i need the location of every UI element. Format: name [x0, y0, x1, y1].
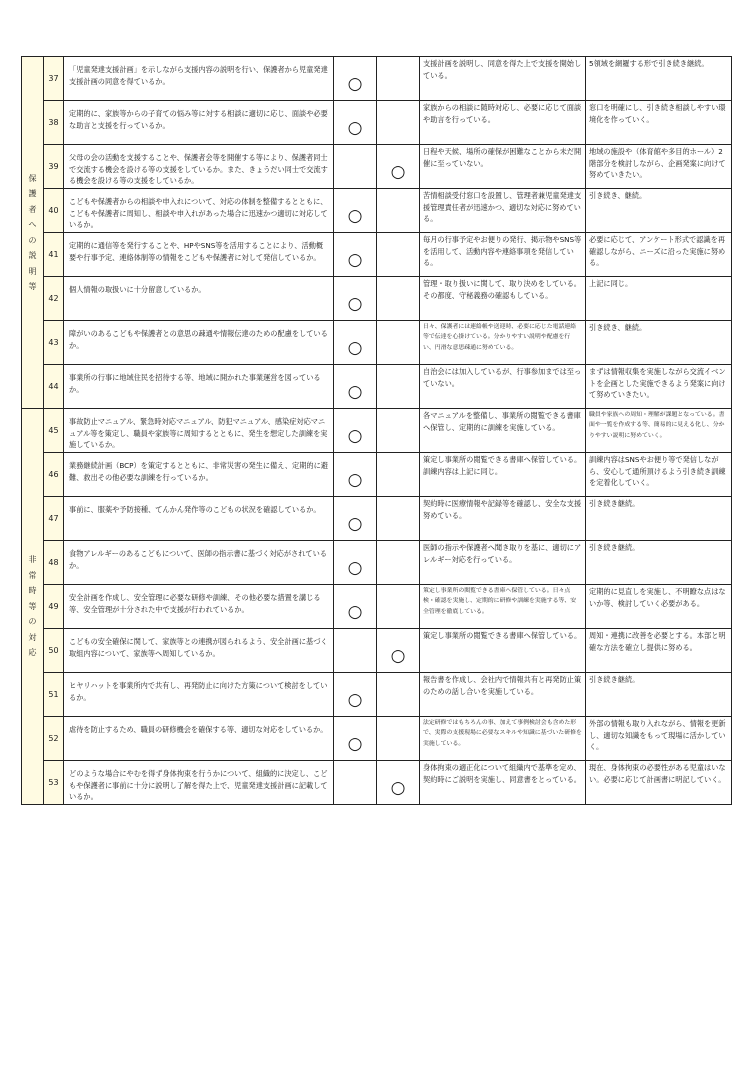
- item-number: 42: [48, 293, 59, 303]
- question-text-cell: [64, 541, 334, 585]
- improvement-text-cell: [586, 673, 732, 717]
- question-text-cell: [64, 233, 334, 277]
- item-number-cell: [44, 717, 64, 761]
- item-number-cell: [44, 541, 64, 585]
- item-number: 46: [48, 469, 59, 479]
- yes-mark: ○: [347, 382, 363, 402]
- item-number-cell: [44, 585, 64, 629]
- yes-mark-cell: [334, 321, 377, 365]
- status-text-cell: [420, 409, 586, 453]
- yes-mark: ○: [347, 514, 363, 534]
- question-text-cell: [64, 57, 334, 101]
- question-text: 業務継続計画（BCP）を策定するとともに、非常災害の発生に備え、定期的に避難、救出その他必要な訓練を行っているか。: [69, 461, 328, 482]
- table-row: [22, 101, 732, 145]
- status-text: 報告書を作成し、会社内で情報共有と再発防止策のための話し合いを実施している。: [423, 675, 582, 696]
- item-number: 44: [48, 381, 59, 391]
- status-text: 毎月の行事予定やお便りの発行、掲示物やSNS等を活用して、活動内容や連絡事項を発信している。: [423, 235, 582, 267]
- item-number: 50: [48, 645, 59, 655]
- item-number-cell: [44, 409, 64, 453]
- improvement-text-cell: [586, 321, 732, 365]
- status-text-cell: [420, 277, 586, 321]
- item-number: 51: [48, 689, 59, 699]
- improvement-text: 地域の施設や（体育館や多目的ホール）2階部分を検討しながら、企画発案に向けて努めていきたい。: [589, 147, 726, 179]
- question-text: 食物アレルギーのあるこどもについて、医師の指示書に基づく対応がされているか。: [69, 549, 327, 570]
- improvement-text: まずは情報収集を実施しながら交流イベントを企画とした実施できるよう発案に向けて努めていきたい。: [589, 367, 726, 399]
- status-text-cell: [420, 541, 586, 585]
- item-number: 40: [48, 205, 59, 215]
- status-text: 管理・取り扱いに関して、取り決めをしている。その都度、守秘義務の確認もしている。: [423, 279, 581, 300]
- question-text: 障がいのあるこどもや保護者との意思の疎通や情報伝達のための配慮をしているか。: [69, 329, 328, 350]
- improvement-text-cell: [586, 101, 732, 145]
- status-text: 日程や天候、場所の確保が困難なことから未だ開催に至っていない。: [423, 147, 582, 168]
- yes-mark: ○: [347, 294, 363, 314]
- status-text-cell: [420, 365, 586, 409]
- no-mark: ○: [390, 646, 406, 666]
- section-category-label: 保護者への説明等: [28, 173, 37, 291]
- item-number: 43: [48, 337, 59, 347]
- table-row: [22, 409, 732, 453]
- yes-mark-cell: [334, 673, 377, 717]
- yes-mark-cell: [334, 541, 377, 585]
- question-text: 事故防止マニュアル、緊急時対応マニュアル、防犯マニュアル、感染症対応マニュアル等を策定し、職員や家族等に周知するとともに、発生を想定した訓練を実施しているか。: [69, 417, 328, 449]
- yes-mark-cell: [334, 761, 377, 805]
- evaluation-table-body: [22, 57, 732, 805]
- yes-mark-cell: [334, 497, 377, 541]
- yes-mark: ○: [347, 734, 363, 754]
- item-number-cell: [44, 277, 64, 321]
- item-number-cell: [44, 497, 64, 541]
- item-number-cell: [44, 453, 64, 497]
- status-text: 策定し事業所の閲覧できる書庫へ保管している。: [423, 631, 582, 640]
- yes-mark-cell: [334, 629, 377, 673]
- improvement-text-cell: [586, 57, 732, 101]
- improvement-text-cell: [586, 585, 732, 629]
- no-mark-cell: [377, 321, 420, 365]
- item-number: 52: [48, 733, 59, 743]
- status-text: 策定し事業所の閲覧できる書庫へ保管している。日々点検・確認を実施し、定期的に研修や訓練を実施する等、安全管理を徹底している。: [423, 588, 577, 615]
- improvement-text: 引き続き、継続。: [589, 191, 647, 200]
- no-mark-cell: [377, 541, 420, 585]
- question-text-cell: [64, 761, 334, 805]
- no-mark-cell: [377, 101, 420, 145]
- status-text-cell: [420, 189, 586, 233]
- question-text-cell: [64, 673, 334, 717]
- item-number: 38: [48, 117, 59, 127]
- no-mark: ○: [390, 778, 406, 798]
- no-mark-cell: [377, 629, 420, 673]
- no-mark-cell: [377, 717, 420, 761]
- item-number-cell: [44, 189, 64, 233]
- yes-mark: ○: [347, 690, 363, 710]
- table-row: [22, 453, 732, 497]
- item-number: 53: [48, 777, 59, 787]
- table-row: [22, 761, 732, 805]
- improvement-text-cell: [586, 365, 732, 409]
- question-text: こどもの安全確保に関して、家族等との連携が図られるよう、安全計画に基づく取組内容について、家族等へ周知しているか。: [69, 637, 328, 658]
- yes-mark: ○: [347, 74, 363, 94]
- section-category: [22, 409, 44, 805]
- table-row: [22, 233, 732, 277]
- question-text-cell: [64, 145, 334, 189]
- yes-mark-cell: [334, 277, 377, 321]
- yes-mark: ○: [347, 206, 363, 226]
- no-mark-cell: [377, 189, 420, 233]
- question-text: 父母の会の活動を支援することや、保護者会等を開催する等により、保護者同士で交流する機会を設ける等の支援をしているか。また、きょうだい同士で交流する機会を設ける等の支援をしているか。: [69, 153, 328, 185]
- status-text-cell: [420, 233, 586, 277]
- item-number-cell: [44, 101, 64, 145]
- question-text-cell: [64, 453, 334, 497]
- status-text: 策定し事業所の閲覧できる書庫へ保管している。訓練内容は上記に同じ。: [423, 455, 582, 476]
- item-number: 48: [48, 557, 59, 567]
- improvement-text: 引き続き継続。: [589, 543, 640, 552]
- question-text-cell: [64, 629, 334, 673]
- improvement-text: 窓口を明確にし、引き続き相談しやすい環境化を作っていく。: [589, 103, 726, 124]
- improvement-text-cell: [586, 761, 732, 805]
- yes-mark: ○: [347, 558, 363, 578]
- status-text-cell: [420, 101, 586, 145]
- evaluation-table: [21, 56, 732, 805]
- item-number-cell: [44, 145, 64, 189]
- status-text: 契約時に医療情報や記録等を確認し、安全な支援努めている。: [423, 499, 582, 520]
- item-number-cell: [44, 233, 64, 277]
- yes-mark-cell: [334, 717, 377, 761]
- table-row: [22, 145, 732, 189]
- improvement-text: 訓練内容はSNSやお便り等で発信しながら、安心して通所頂けるよう引き続き訓練を定着化していく。: [589, 455, 726, 487]
- yes-mark: ○: [347, 602, 363, 622]
- improvement-text: 職員や家族への周知・理解が課題となっている。書面や一覧を作成する等、簡易的に見える化し、分かりやすい説明に努めていく。: [589, 412, 725, 439]
- question-text: 事業所の行事に地域住民を招待する等、地域に開かれた事業運営を図っているか。: [69, 373, 321, 394]
- table-row: [22, 277, 732, 321]
- improvement-text: 引き続き、継続。: [589, 323, 647, 332]
- no-mark-cell: [377, 585, 420, 629]
- improvement-text: 引き続き継続。: [589, 675, 640, 684]
- question-text-cell: [64, 717, 334, 761]
- improvement-text: 外部の情報も取り入れながら、情報を更新し、適切な知識をもって現場に活かしていく。: [589, 719, 726, 751]
- improvement-text-cell: [586, 233, 732, 277]
- table-row: [22, 365, 732, 409]
- yes-mark-cell: [334, 585, 377, 629]
- yes-mark: ○: [347, 250, 363, 270]
- table-row: [22, 321, 732, 365]
- no-mark-cell: [377, 277, 420, 321]
- table-row: [22, 717, 732, 761]
- improvement-text-cell: [586, 189, 732, 233]
- no-mark-cell: [377, 233, 420, 277]
- yes-mark-cell: [334, 57, 377, 101]
- improvement-text-cell: [586, 409, 732, 453]
- yes-mark-cell: [334, 453, 377, 497]
- improvement-text: 必要に応じて、アンケート形式で認識を再確認しながら、ニーズに沿った実施に努める。: [589, 235, 726, 267]
- status-text: 日々、保護者には連絡帳や送迎時、必要に応じた電話連絡等で伝達を心掛けている。分かりやすい説明や配慮を行い、円滑な意思疎通に努めている。: [423, 324, 577, 351]
- yes-mark-cell: [334, 101, 377, 145]
- status-text-cell: [420, 453, 586, 497]
- question-text-cell: [64, 189, 334, 233]
- question-text-cell: [64, 277, 334, 321]
- section-category: [22, 57, 44, 409]
- item-number: 37: [48, 73, 59, 83]
- improvement-text-cell: [586, 497, 732, 541]
- improvement-text: 定期的に見直しを実施し、不明瞭な点はないか等、検討していく必要がある。: [589, 587, 726, 608]
- improvement-text-cell: [586, 453, 732, 497]
- item-number-cell: [44, 365, 64, 409]
- yes-mark-cell: [334, 145, 377, 189]
- yes-mark-cell: [334, 189, 377, 233]
- status-text-cell: [420, 629, 586, 673]
- table-row: [22, 585, 732, 629]
- yes-mark-cell: [334, 409, 377, 453]
- no-mark-cell: [377, 761, 420, 805]
- status-text-cell: [420, 497, 586, 541]
- yes-mark-cell: [334, 365, 377, 409]
- question-text: どのような場合にやむを得ず身体拘束を行うかについて、組織的に決定し、こどもや保護者に事前に十分に説明し了解を得た上で、児童発達支援計画に記載しているか。: [69, 769, 328, 801]
- table-row: [22, 189, 732, 233]
- question-text: 定期的に通信等を発行することや、HPやSNS等を活用することにより、活動概要や行事予定、連絡体制等の情報をこどもや保護者に対して発信しているか。: [69, 241, 324, 262]
- item-number: 45: [48, 425, 59, 435]
- question-text-cell: [64, 585, 334, 629]
- status-text-cell: [420, 717, 586, 761]
- no-mark-cell: [377, 409, 420, 453]
- yes-mark: ○: [347, 470, 363, 490]
- table-row: [22, 541, 732, 585]
- question-text: 定期的に、家族等からの子育ての悩み等に対する相談に適切に応じ、面談や必要な助言と支援を行っているか。: [69, 109, 328, 130]
- no-mark-cell: [377, 57, 420, 101]
- item-number: 39: [48, 161, 59, 171]
- status-text: 自治会には加入しているが、行事参加までは至っていない。: [423, 367, 582, 388]
- improvement-text-cell: [586, 717, 732, 761]
- improvement-text: 現在、身体拘束の必要性がある児童はいない。必要に応じて計画書に明記していく。: [589, 763, 726, 784]
- improvement-text: 上記に同じ。: [589, 279, 633, 288]
- item-number-cell: [44, 629, 64, 673]
- improvement-text: 周知・連携に改善を必要とする。本部と明確な方法を確立し提供に努める。: [589, 631, 726, 652]
- no-mark-cell: [377, 453, 420, 497]
- item-number: 47: [48, 513, 59, 523]
- status-text-cell: [420, 761, 586, 805]
- question-text: こどもや保護者からの相談や申入れについて、対応の体制を整備するとともに、こどもや保護者に周知し、相談や申入れがあった場合に迅速かつ適切に対応しているか。: [69, 197, 328, 229]
- item-number-cell: [44, 761, 64, 805]
- improvement-text: 5領域を網羅する形で引き続き継続。: [589, 59, 709, 68]
- table-row: [22, 57, 732, 101]
- status-text-cell: [420, 673, 586, 717]
- status-text: 支援計画を説明し、同意を得た上で支援を開始している。: [423, 59, 582, 80]
- status-text: 医師の指示や保護者へ聞き取りを基に、適切にアレルギー対応を行っている。: [423, 543, 582, 564]
- status-text-cell: [420, 145, 586, 189]
- status-text: 身体拘束の適正化について組織内で基準を定め、契約時にご説明を実施し、同意書をとっている。: [423, 763, 581, 784]
- status-text-cell: [420, 57, 586, 101]
- question-text-cell: [64, 409, 334, 453]
- item-number-cell: [44, 321, 64, 365]
- improvement-text: 引き続き継続。: [589, 499, 640, 508]
- status-text: 法定研修ではもちろんの事、加えて事例検討会も含めた形で、実際の支援現場に必要なスキルや知識に基づいた研修を実施している。: [423, 720, 582, 747]
- status-text: 家族からの相談に随時対応し、必要に応じて面談や助言を行っている。: [423, 103, 582, 124]
- improvement-text-cell: [586, 145, 732, 189]
- yes-mark-cell: [334, 233, 377, 277]
- question-text: 事前に、服薬や予防接種、てんかん発作等のこどもの状況を確認しているか。: [69, 505, 321, 514]
- status-text: 苦情相談受付窓口を設置し、管理者兼児童発達支援管理責任者が迅速かつ、適切な対応に努めている。: [423, 191, 582, 223]
- yes-mark: ○: [347, 426, 363, 446]
- question-text-cell: [64, 321, 334, 365]
- status-text-cell: [420, 585, 586, 629]
- table-row: [22, 629, 732, 673]
- question-text: 「児童発達支援計画」を示しながら支援内容の説明を行い、保護者から児童発達支援計画の同意を得ているか。: [69, 65, 328, 86]
- question-text: 安全計画を作成し、安全管理に必要な研修や訓練、その他必要な措置を講じる等、安全管理が十分された中で支援が行われているか。: [69, 593, 321, 614]
- yes-mark: ○: [347, 338, 363, 358]
- item-number: 49: [48, 601, 59, 611]
- no-mark-cell: [377, 145, 420, 189]
- question-text-cell: [64, 365, 334, 409]
- table-row: [22, 497, 732, 541]
- item-number-cell: [44, 673, 64, 717]
- question-text: ヒヤリハットを事業所内で共有し、再発防止に向けた方策について検討をしているか。: [69, 681, 328, 702]
- no-mark-cell: [377, 365, 420, 409]
- no-mark: ○: [390, 162, 406, 182]
- no-mark-cell: [377, 497, 420, 541]
- improvement-text-cell: [586, 541, 732, 585]
- item-number: 41: [48, 249, 59, 259]
- question-text: 個人情報の取扱いに十分留意しているか。: [69, 285, 206, 294]
- question-text-cell: [64, 497, 334, 541]
- status-text-cell: [420, 321, 586, 365]
- no-mark-cell: [377, 673, 420, 717]
- item-number-cell: [44, 57, 64, 101]
- question-text-cell: [64, 101, 334, 145]
- yes-mark: ○: [347, 118, 363, 138]
- question-text: 虐待を防止するため、職員の研修機会を確保する等、適切な対応をしているか。: [69, 725, 328, 734]
- improvement-text-cell: [586, 277, 732, 321]
- section-category-label: 非常時等の対応: [28, 555, 37, 658]
- status-text: 各マニュアルを整備し、事業所の閲覧できる書庫へ保管し、定期的に訓練を実施している。: [423, 411, 581, 432]
- improvement-text-cell: [586, 629, 732, 673]
- table-row: [22, 673, 732, 717]
